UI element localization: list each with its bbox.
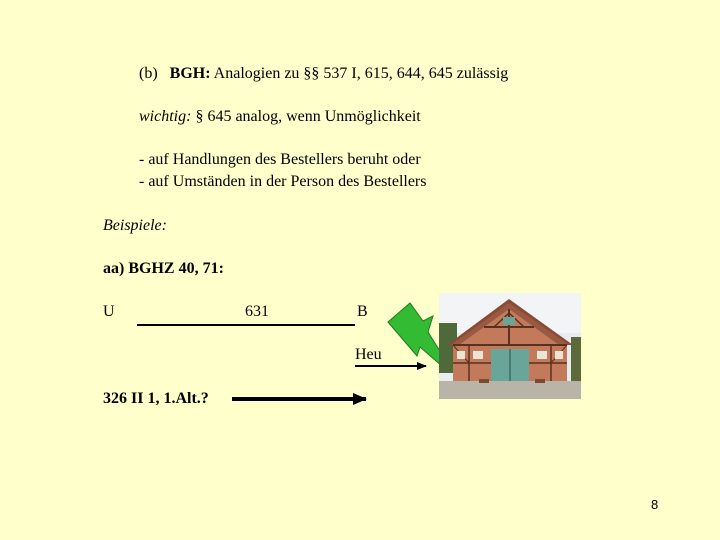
party-u-label: U bbox=[103, 303, 115, 320]
bgh-label: BGH: bbox=[169, 65, 211, 82]
case-citation: aa) BGHZ 40, 71: bbox=[103, 260, 224, 277]
section-b-prefix: (b) bbox=[139, 65, 158, 82]
bullet-2: - auf Umständen in der Person des Bestellers bbox=[139, 173, 427, 190]
paragraph-631-label: 631 bbox=[245, 303, 269, 320]
bullet-1: - auf Handlungen des Bestellers beruht oder bbox=[139, 151, 421, 168]
page-number: 8 bbox=[651, 497, 659, 512]
question-label: 326 II 1, 1.Alt.? bbox=[103, 390, 209, 407]
wichtig-text: § 645 analog, wenn Unmöglichkeit bbox=[195, 108, 421, 125]
heu-label: Heu bbox=[355, 346, 382, 363]
wichtig-label: wichtig: bbox=[139, 108, 192, 125]
beispiele-heading: Beispiele: bbox=[103, 217, 167, 234]
analogien-text: Analogien zu §§ 537 I, 615, 644, 645 zulässig bbox=[213, 65, 509, 82]
barn-photo bbox=[439, 293, 581, 399]
party-b-label: B bbox=[357, 303, 368, 320]
